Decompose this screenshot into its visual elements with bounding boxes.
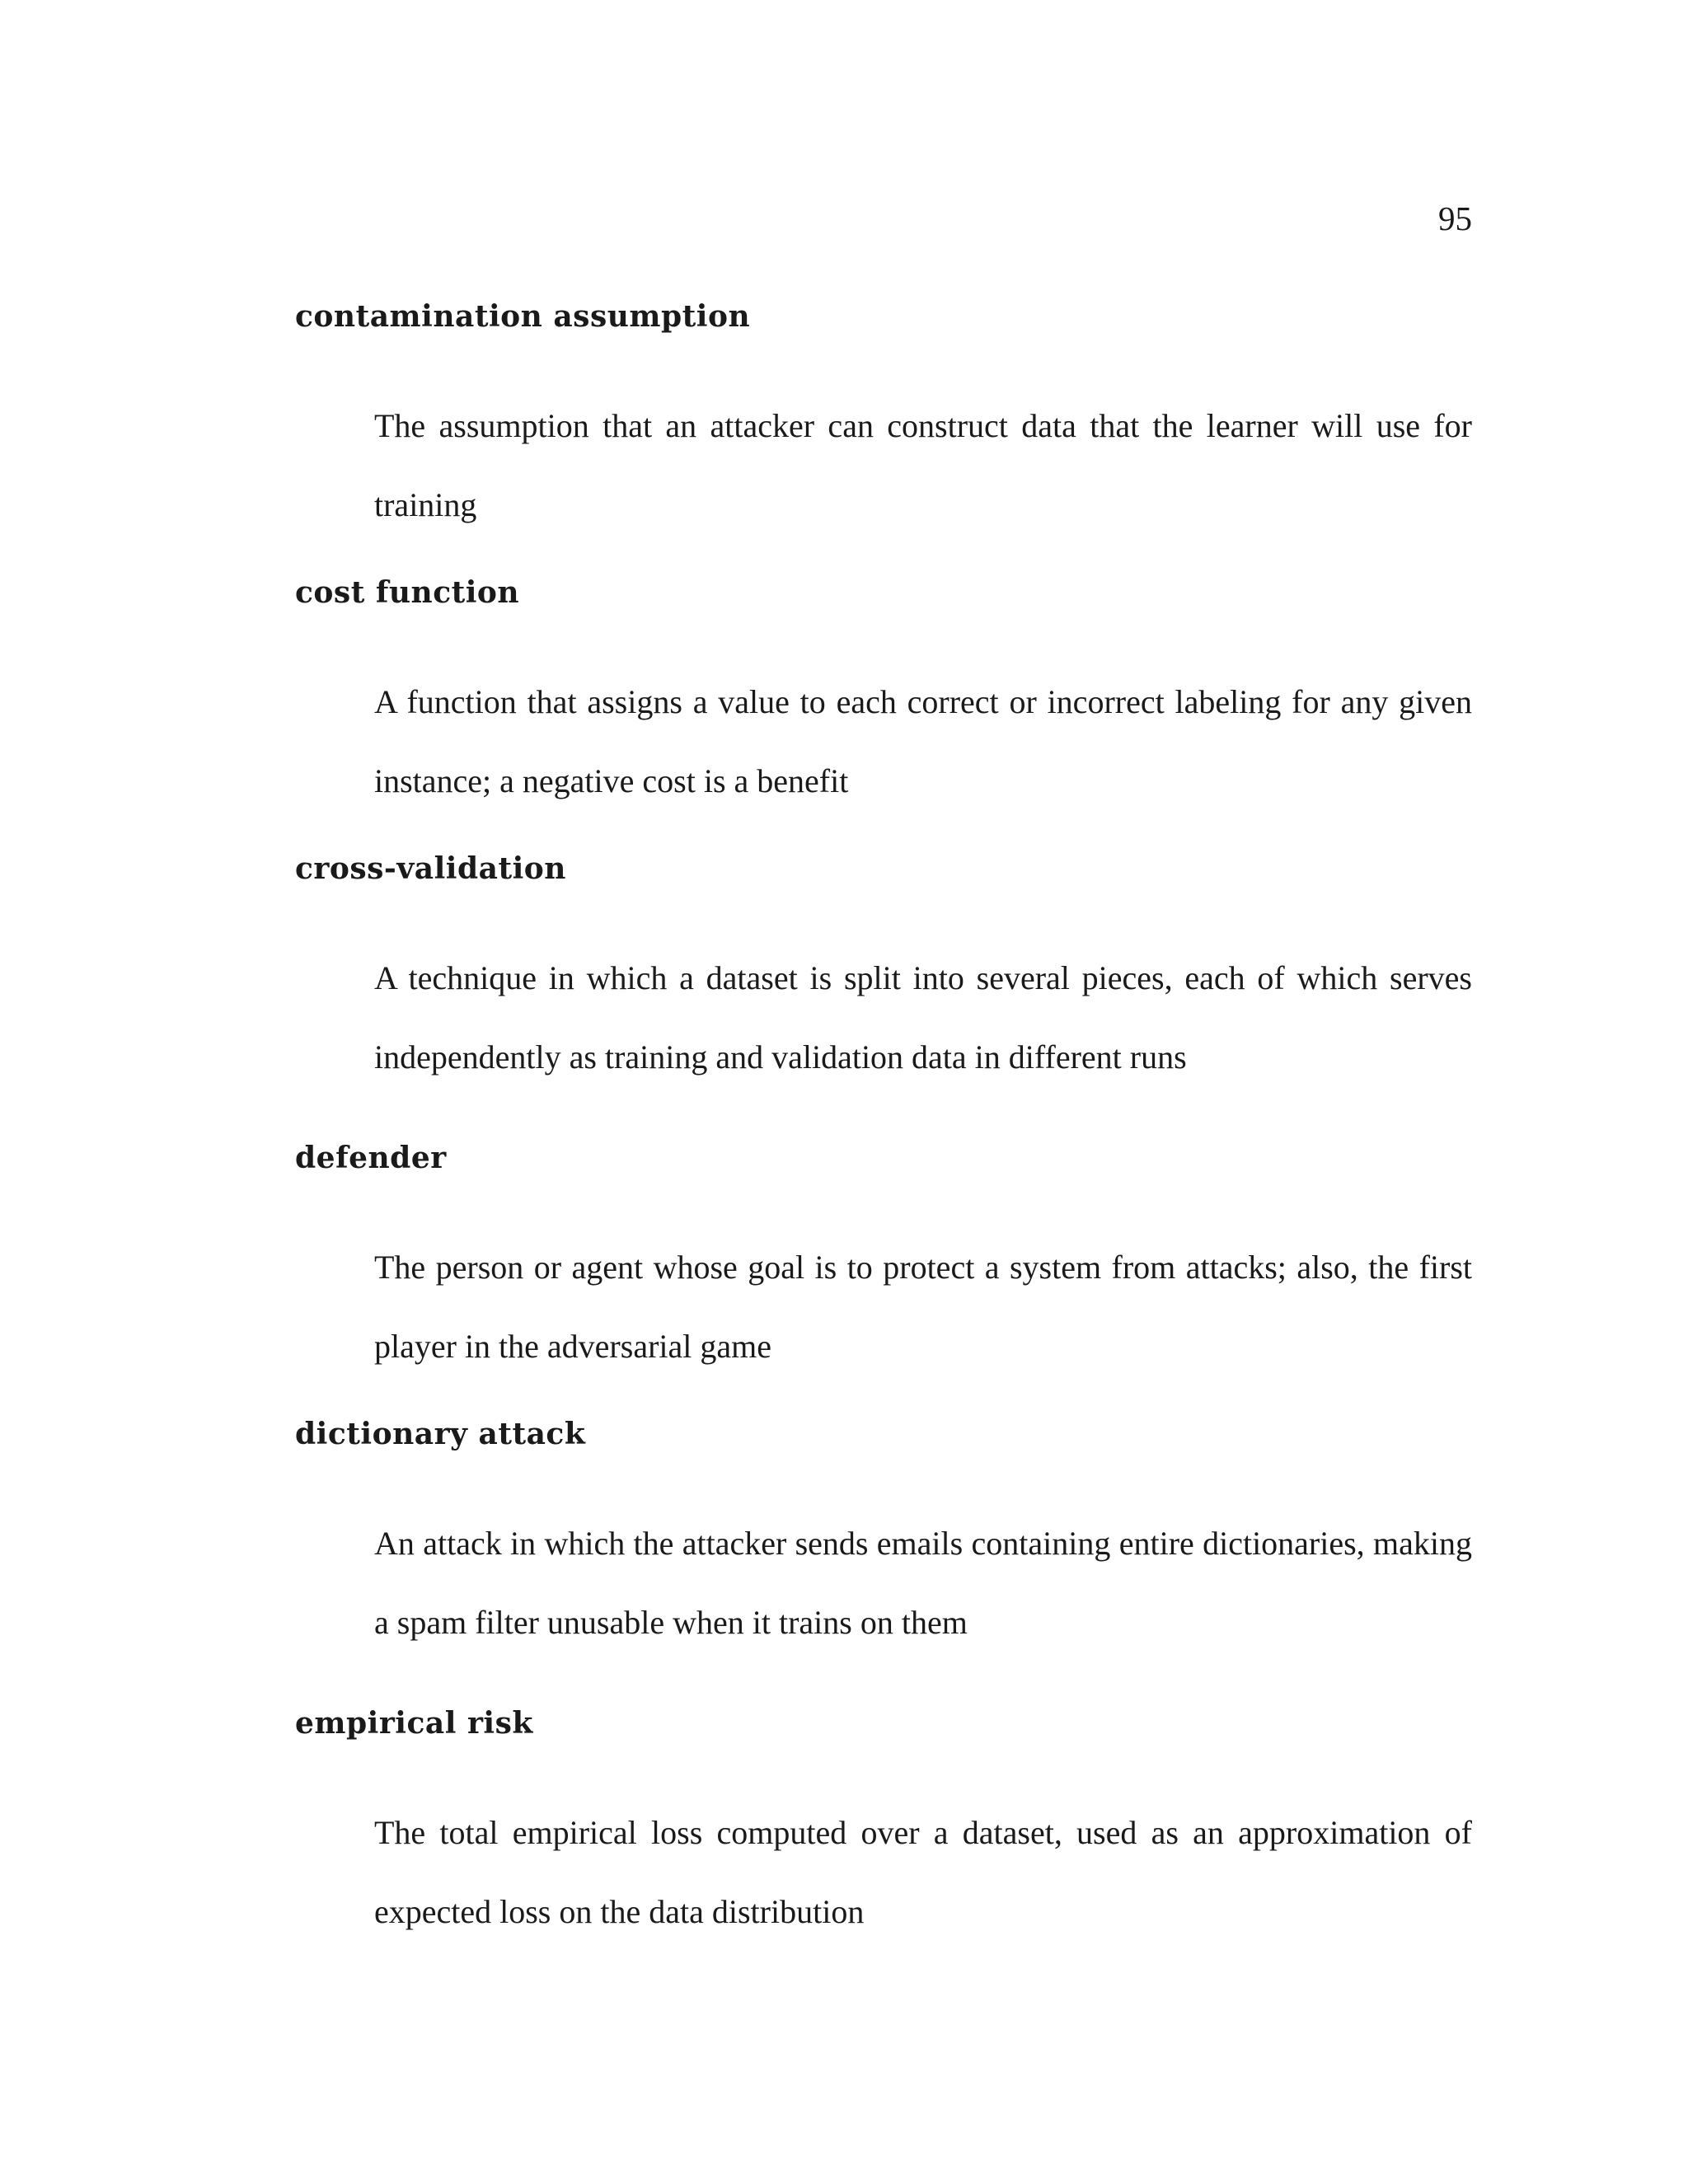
glossary-definition: The assumption that an attacker can construct data that the learner will use for training — [374, 407, 1472, 523]
glossary-definition: The total empirical loss computed over a dataset, used as an approximation of expected loss on the data distribution — [374, 1814, 1472, 1930]
glossary-entry — [295, 1708, 1472, 1952]
glossary-definition: An attack in which the attacker sends emails containing entire dictionaries, making a spam filter unusable when it trains on them — [374, 1525, 1472, 1641]
glossary-definition: A function that assigns a value to each correct or incorrect labeling for any given instance; a negative cost is a benefit — [374, 683, 1472, 799]
glossary-entry — [295, 575, 1472, 821]
glossary-entry — [295, 851, 1472, 1097]
glossary-entry — [295, 1143, 1472, 1386]
glossary-entry — [295, 299, 1472, 545]
glossary-entry — [295, 1419, 1472, 1662]
glossary-term: cross-validation — [295, 851, 566, 886]
glossary-definition: The person or agent whose goal is to protect a system from attacks; also, the first player in the adversarial game — [374, 1249, 1472, 1365]
glossary-term: dictionary attack — [295, 1417, 586, 1451]
glossary-term: empirical risk — [295, 1706, 533, 1741]
glossary-term: cost function — [295, 575, 520, 610]
glossary-term: contamination assumption — [295, 299, 751, 334]
page-number: 95 — [1438, 199, 1472, 237]
glossary-definition: A technique in which a dataset is split into several pieces, each of which serves independently as training and validation data in different runs — [374, 959, 1472, 1076]
glossary-term: defender — [295, 1141, 447, 1175]
